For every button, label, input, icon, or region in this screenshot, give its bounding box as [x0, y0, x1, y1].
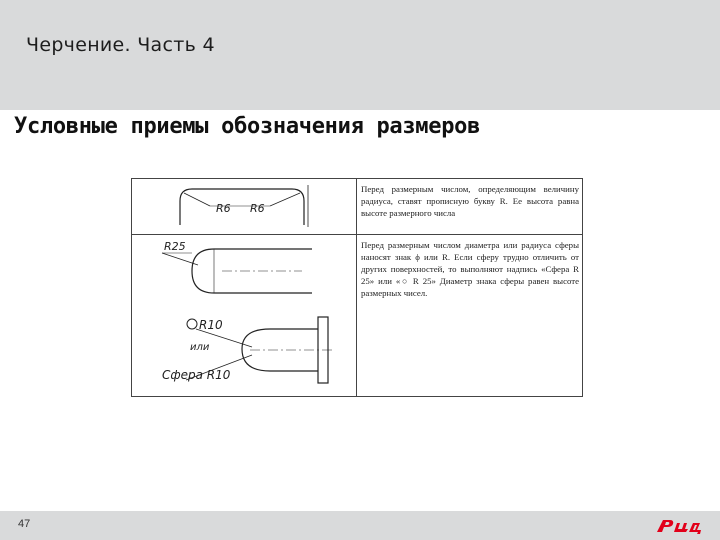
page-title: Условные приемы обозначения размеров	[14, 114, 481, 139]
radius-label-left: R6	[216, 202, 231, 215]
sphere-text-label: Сфера R10	[162, 368, 231, 382]
radius-profile	[180, 185, 308, 227]
figure-column-divider	[356, 179, 357, 396]
page-number: 47	[18, 518, 31, 530]
sphere-part	[162, 249, 312, 293]
rzd-logo	[655, 516, 705, 536]
or-label: или	[190, 342, 210, 353]
technical-drawing	[132, 179, 356, 396]
footer-band	[0, 511, 720, 540]
header-title: Черчение. Часть 4	[26, 34, 215, 56]
sphere-description: Перед размерным числом диаметра или радиуса сферы наносят знак ϕ или R. Если сферу трудно отличить от других поверхностей, то выполняют надпись «Сфера R 25» или «○ R 25» Диаметр знака сферы равен высоте размерных чисел.	[361, 240, 579, 298]
dimension-figure	[131, 178, 583, 397]
figure-row-divider	[132, 234, 582, 235]
radius-description: Перед размерным числом, определяющим величину радиуса, ставят прописную букву R. Ее высота равна высоте размерного числа	[361, 184, 579, 218]
sphere-radius-label: R25	[164, 240, 186, 253]
sphere-symbol-label: R10	[199, 318, 223, 332]
radius-label-right: R6	[250, 202, 265, 215]
